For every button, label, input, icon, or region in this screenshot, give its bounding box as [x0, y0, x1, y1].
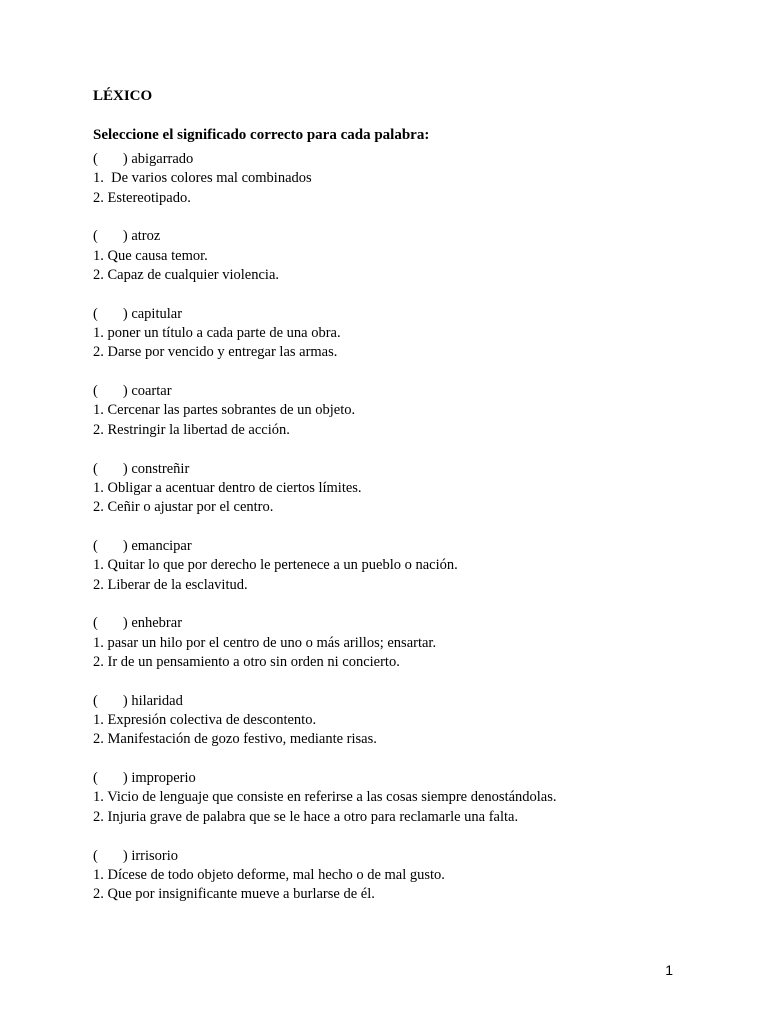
option-1: 1. Vicio de lenguaje que consiste en referirse a las cosas siempre denostándolas. [93, 789, 557, 806]
answer-blank: ( ) [93, 537, 128, 554]
option-2: 2. Capaz de cualquier violencia. [93, 266, 280, 283]
word-line [93, 537, 733, 556]
option-1: 1. pasar un hilo por el centro de uno o más arillos; ensartar. [93, 634, 437, 651]
word-term: atroz [131, 228, 161, 245]
answer-blank: ( ) [93, 460, 128, 477]
option-1: 1. poner un título a cada parte de una obra. [93, 325, 341, 342]
option-2: 2. Estereotipado. [93, 189, 191, 206]
vocabulary-item [93, 692, 733, 769]
document-title: LÉXICO [93, 88, 153, 104]
word-line [93, 227, 733, 246]
vocabulary-item [93, 305, 733, 382]
answer-blank: ( ) [93, 847, 128, 864]
option-1: 1. Que causa temor. [93, 247, 208, 264]
word-term: constreñir [131, 460, 190, 477]
vocabulary-item [93, 227, 733, 304]
option-2: 2. Manifestación de gozo festivo, mediante risas. [93, 731, 377, 748]
word-term: abigarrado [131, 151, 194, 167]
word-term: enhebrar [131, 615, 183, 632]
word-term: improperio [131, 770, 196, 787]
option-1: 1. De varios colores mal combinados [93, 170, 312, 187]
word-line [93, 692, 733, 711]
word-line [93, 150, 733, 169]
option-2: 2. Ceñir o ajustar por el centro. [93, 499, 274, 516]
vocabulary-list [93, 150, 733, 924]
option-2: 2. Darse por vencido y entregar las armas. [93, 344, 338, 361]
answer-blank: ( ) [93, 692, 128, 709]
instruction-text: Seleccione el significado correcto para cada palabra: [93, 127, 430, 143]
word-term: irrisorio [131, 847, 179, 864]
option-1: 1. Obligar a acentuar dentro de ciertos límites. [93, 479, 362, 496]
option-2: 2. Liberar de la esclavitud. [93, 576, 248, 593]
word-line [93, 382, 733, 401]
vocabulary-item [93, 460, 733, 537]
option-1: 1. Cercenar las partes sobrantes de un objeto. [93, 402, 356, 419]
answer-blank: ( ) [93, 615, 128, 632]
option-1: 1. Dícese de todo objeto deforme, mal hecho o de mal gusto. [93, 866, 445, 883]
word-term: hilaridad [131, 692, 183, 709]
page-number: 1 [665, 962, 673, 978]
word-line [93, 460, 733, 479]
word-term: emancipar [131, 537, 192, 554]
word-line [93, 305, 733, 324]
vocabulary-item [93, 150, 733, 227]
option-2: 2. Injuria grave de palabra que se le hace a otro para reclamarle una falta. [93, 808, 519, 825]
answer-blank: ( ) [93, 770, 128, 787]
answer-blank: ( ) [93, 383, 128, 400]
vocabulary-item [93, 537, 733, 614]
option-1: 1. Quitar lo que por derecho le pertenece a un pueblo o nación. [93, 557, 458, 574]
word-term: capitular [131, 305, 183, 322]
option-2: 2. Ir de un pensamiento a otro sin orden ni concierto. [93, 653, 400, 670]
word-line [93, 847, 733, 866]
vocabulary-item [93, 382, 733, 459]
option-2: 2. Restringir la libertad de acción. [93, 421, 290, 438]
vocabulary-item [93, 847, 733, 924]
vocabulary-item [93, 769, 733, 846]
answer-blank: ( ) [93, 228, 128, 245]
answer-blank: ( ) [93, 151, 128, 167]
word-line [93, 769, 733, 788]
option-2: 2. Que por insignificante mueve a burlarse de él. [93, 886, 375, 903]
answer-blank: ( ) [93, 305, 128, 322]
word-term: coartar [131, 383, 172, 400]
word-line [93, 614, 733, 633]
option-1: 1. Expresión colectiva de descontento. [93, 712, 317, 729]
vocabulary-item [93, 614, 733, 691]
